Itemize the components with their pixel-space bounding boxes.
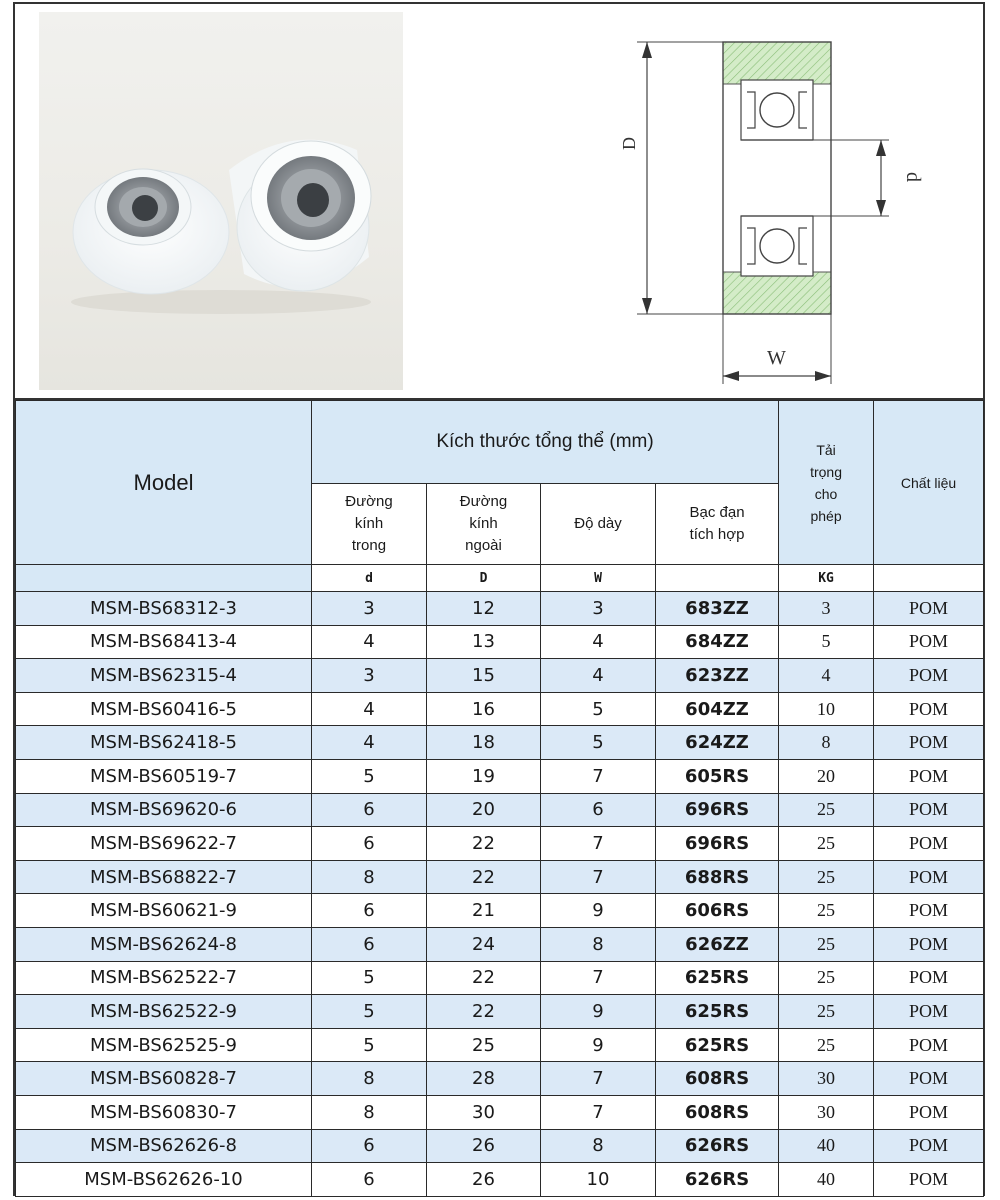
table-row bbox=[16, 592, 984, 626]
cell-material: POM bbox=[874, 1062, 984, 1096]
cell-model: MSM-BS68312-3 bbox=[16, 592, 312, 626]
cell-bearing: 625RS bbox=[656, 1028, 779, 1062]
cell-bearing: 606RS bbox=[656, 894, 779, 928]
header-load-line: Tải bbox=[816, 441, 836, 458]
cell-bearing: 608RS bbox=[656, 1095, 779, 1129]
table-row bbox=[16, 995, 984, 1029]
cell-width: 8 bbox=[541, 927, 656, 961]
cell-model: MSM-BS60621-9 bbox=[16, 894, 312, 928]
cell-load: 25 bbox=[779, 793, 874, 827]
cell-inner-diameter: 5 bbox=[312, 961, 427, 995]
cell-outer-diameter: 22 bbox=[427, 827, 541, 861]
header-bearing-line: Bạc đạn bbox=[689, 504, 745, 521]
cell-outer-diameter: 22 bbox=[427, 961, 541, 995]
cell-load: 10 bbox=[779, 692, 874, 726]
cell-width: 7 bbox=[541, 1095, 656, 1129]
cell-material: POM bbox=[874, 659, 984, 693]
cell-inner-diameter: 5 bbox=[312, 995, 427, 1029]
cell-width: 9 bbox=[541, 1028, 656, 1062]
header-outer-line: ngoài bbox=[465, 537, 502, 554]
cell-bearing: 626RS bbox=[656, 1129, 779, 1163]
cell-outer-diameter: 16 bbox=[427, 692, 541, 726]
bearing-cross-section-diagram bbox=[585, 22, 945, 392]
cell-load: 25 bbox=[779, 894, 874, 928]
table-row bbox=[16, 1028, 984, 1062]
cell-outer-diameter: 20 bbox=[427, 793, 541, 827]
cell-load: 25 bbox=[779, 1028, 874, 1062]
cell-inner-diameter: 4 bbox=[312, 692, 427, 726]
cell-bearing: 626RS bbox=[656, 1163, 779, 1197]
cell-width: 7 bbox=[541, 961, 656, 995]
cell-material: POM bbox=[874, 1095, 984, 1129]
cell-width: 7 bbox=[541, 827, 656, 861]
cell-material: POM bbox=[874, 1163, 984, 1197]
header-material: Chất liệu bbox=[874, 401, 984, 565]
cell-load: 25 bbox=[779, 995, 874, 1029]
cell-model: MSM-BS68413-4 bbox=[16, 625, 312, 659]
cell-outer-diameter: 13 bbox=[427, 625, 541, 659]
cell-inner-diameter: 6 bbox=[312, 793, 427, 827]
cell-material: POM bbox=[874, 625, 984, 659]
cell-width: 4 bbox=[541, 659, 656, 693]
cell-inner-diameter: 6 bbox=[312, 1163, 427, 1197]
cell-outer-diameter: 22 bbox=[427, 860, 541, 894]
cell-width: 9 bbox=[541, 894, 656, 928]
cell-material: POM bbox=[874, 860, 984, 894]
cell-width: 9 bbox=[541, 995, 656, 1029]
table-row bbox=[16, 894, 984, 928]
table-row bbox=[16, 1095, 984, 1129]
cell-outer-diameter: 26 bbox=[427, 1163, 541, 1197]
cell-outer-diameter: 28 bbox=[427, 1062, 541, 1096]
cell-material: POM bbox=[874, 726, 984, 760]
cell-model: MSM-BS62626-10 bbox=[16, 1163, 312, 1197]
table-row bbox=[16, 1163, 984, 1197]
cell-width: 5 bbox=[541, 726, 656, 760]
cell-inner-diameter: 8 bbox=[312, 1095, 427, 1129]
cell-outer-diameter: 18 bbox=[427, 726, 541, 760]
illustration-area bbox=[15, 4, 983, 400]
cell-inner-diameter: 3 bbox=[312, 592, 427, 626]
cell-outer-diameter: 19 bbox=[427, 759, 541, 793]
cell-inner-diameter: 6 bbox=[312, 827, 427, 861]
cell-material: POM bbox=[874, 1028, 984, 1062]
cell-outer-diameter: 26 bbox=[427, 1129, 541, 1163]
cell-width: 5 bbox=[541, 692, 656, 726]
cell-model: MSM-BS62418-5 bbox=[16, 726, 312, 760]
cell-outer-diameter: 30 bbox=[427, 1095, 541, 1129]
cell-load: 25 bbox=[779, 927, 874, 961]
header-load-line: cho bbox=[814, 485, 838, 502]
cell-model: MSM-BS60519-7 bbox=[16, 759, 312, 793]
cell-bearing: 696RS bbox=[656, 827, 779, 861]
cell-load: 40 bbox=[779, 1129, 874, 1163]
spec-table bbox=[15, 400, 984, 1197]
cell-material: POM bbox=[874, 927, 984, 961]
cell-material: POM bbox=[874, 894, 984, 928]
table-row bbox=[16, 860, 984, 894]
table-row bbox=[16, 625, 984, 659]
roller-photo-image bbox=[39, 12, 403, 390]
cell-bearing: 605RS bbox=[656, 759, 779, 793]
symbol-D: D bbox=[427, 565, 541, 592]
table-row bbox=[16, 692, 984, 726]
cell-bearing: 625RS bbox=[656, 995, 779, 1029]
cell-inner-diameter: 3 bbox=[312, 659, 427, 693]
symbol-W: W bbox=[541, 565, 656, 592]
header-model: Model bbox=[16, 401, 312, 565]
cell-material: POM bbox=[874, 793, 984, 827]
cell-load: 8 bbox=[779, 726, 874, 760]
header-bearing-line: tích hợp bbox=[689, 526, 745, 543]
cell-model: MSM-BS69620-6 bbox=[16, 793, 312, 827]
cell-model: MSM-BS62626-8 bbox=[16, 1129, 312, 1163]
cell-inner-diameter: 5 bbox=[312, 1028, 427, 1062]
table-row bbox=[16, 659, 984, 693]
cell-width: 3 bbox=[541, 592, 656, 626]
cell-width: 8 bbox=[541, 1129, 656, 1163]
cell-load: 4 bbox=[779, 659, 874, 693]
cell-model: MSM-BS69622-7 bbox=[16, 827, 312, 861]
cell-outer-diameter: 24 bbox=[427, 927, 541, 961]
header-inner-line: Đường bbox=[345, 493, 393, 510]
cell-load: 5 bbox=[779, 625, 874, 659]
cell-material: POM bbox=[874, 759, 984, 793]
cell-material: POM bbox=[874, 961, 984, 995]
cell-load: 25 bbox=[779, 860, 874, 894]
cell-model: MSM-BS62522-7 bbox=[16, 961, 312, 995]
header-outer-line: Đường bbox=[459, 493, 508, 510]
cell-model: MSM-BS62315-4 bbox=[16, 659, 312, 693]
cell-load: 3 bbox=[779, 592, 874, 626]
cell-inner-diameter: 6 bbox=[312, 1129, 427, 1163]
cell-inner-diameter: 6 bbox=[312, 927, 427, 961]
cell-bearing: 624ZZ bbox=[656, 726, 779, 760]
table-row bbox=[16, 827, 984, 861]
cell-model: MSM-BS62624-8 bbox=[16, 927, 312, 961]
dimension-W-label: W bbox=[767, 347, 786, 369]
product-photo bbox=[39, 12, 403, 390]
table-row bbox=[16, 961, 984, 995]
dimension-D-label: D bbox=[619, 137, 639, 150]
cell-width: 7 bbox=[541, 860, 656, 894]
symbol-d: d bbox=[312, 565, 427, 592]
header-load-line: phép bbox=[810, 507, 842, 524]
cell-outer-diameter: 25 bbox=[427, 1028, 541, 1062]
cell-material: POM bbox=[874, 692, 984, 726]
cell-load: 25 bbox=[779, 827, 874, 861]
cell-model: MSM-BS68822-7 bbox=[16, 860, 312, 894]
header-width: Độ dày bbox=[541, 484, 656, 565]
cell-bearing: 608RS bbox=[656, 1062, 779, 1096]
header-inner-line: kính bbox=[354, 515, 384, 532]
cell-model: MSM-BS62525-9 bbox=[16, 1028, 312, 1062]
symbol-model-blank bbox=[16, 565, 312, 592]
cell-bearing: 696RS bbox=[656, 793, 779, 827]
cell-load: 25 bbox=[779, 961, 874, 995]
cell-outer-diameter: 21 bbox=[427, 894, 541, 928]
cell-bearing: 688RS bbox=[656, 860, 779, 894]
header-inner-diameter bbox=[312, 484, 427, 565]
cell-bearing: 604ZZ bbox=[656, 692, 779, 726]
cell-outer-diameter: 12 bbox=[427, 592, 541, 626]
product-sheet bbox=[13, 2, 985, 1196]
table-row bbox=[16, 793, 984, 827]
cell-width: 7 bbox=[541, 759, 656, 793]
cell-material: POM bbox=[874, 592, 984, 626]
cell-bearing: 626ZZ bbox=[656, 927, 779, 961]
symbol-bearing bbox=[656, 565, 779, 592]
cell-width: 7 bbox=[541, 1062, 656, 1096]
header-load-line: trọng bbox=[810, 463, 842, 480]
cell-width: 6 bbox=[541, 793, 656, 827]
header-outer-line: kính bbox=[469, 515, 498, 532]
cell-load: 30 bbox=[779, 1095, 874, 1129]
cell-load: 40 bbox=[779, 1163, 874, 1197]
cell-load: 20 bbox=[779, 759, 874, 793]
cell-width: 4 bbox=[541, 625, 656, 659]
cell-bearing: 625RS bbox=[656, 961, 779, 995]
cell-model: MSM-BS60830-7 bbox=[16, 1095, 312, 1129]
cell-inner-diameter: 8 bbox=[312, 860, 427, 894]
cell-material: POM bbox=[874, 995, 984, 1029]
cell-model: MSM-BS60416-5 bbox=[16, 692, 312, 726]
cell-bearing: 683ZZ bbox=[656, 592, 779, 626]
header-load bbox=[779, 401, 874, 565]
table-row bbox=[16, 1062, 984, 1096]
table-row bbox=[16, 726, 984, 760]
cell-bearing: 684ZZ bbox=[656, 625, 779, 659]
dimension-drawing bbox=[585, 22, 945, 392]
header-bearing bbox=[656, 484, 779, 565]
symbol-load: KG bbox=[779, 565, 874, 592]
symbol-material bbox=[874, 565, 984, 592]
cell-outer-diameter: 22 bbox=[427, 995, 541, 1029]
table-row bbox=[16, 1129, 984, 1163]
header-inner-line: trong bbox=[351, 537, 387, 554]
cell-material: POM bbox=[874, 1129, 984, 1163]
cell-model: MSM-BS60828-7 bbox=[16, 1062, 312, 1096]
table-row bbox=[16, 927, 984, 961]
table-row bbox=[16, 759, 984, 793]
cell-width: 10 bbox=[541, 1163, 656, 1197]
header-dimensions: Kích thước tổng thể (mm) bbox=[312, 401, 779, 484]
cell-model: MSM-BS62522-9 bbox=[16, 995, 312, 1029]
dimension-d-label: d bbox=[902, 172, 924, 182]
cell-load: 30 bbox=[779, 1062, 874, 1096]
cell-inner-diameter: 6 bbox=[312, 894, 427, 928]
cell-inner-diameter: 8 bbox=[312, 1062, 427, 1096]
cell-outer-diameter: 15 bbox=[427, 659, 541, 693]
cell-material: POM bbox=[874, 827, 984, 861]
header-outer-diameter bbox=[427, 484, 541, 565]
cell-inner-diameter: 4 bbox=[312, 625, 427, 659]
cell-inner-diameter: 4 bbox=[312, 726, 427, 760]
cell-bearing: 623ZZ bbox=[656, 659, 779, 693]
cell-inner-diameter: 5 bbox=[312, 759, 427, 793]
